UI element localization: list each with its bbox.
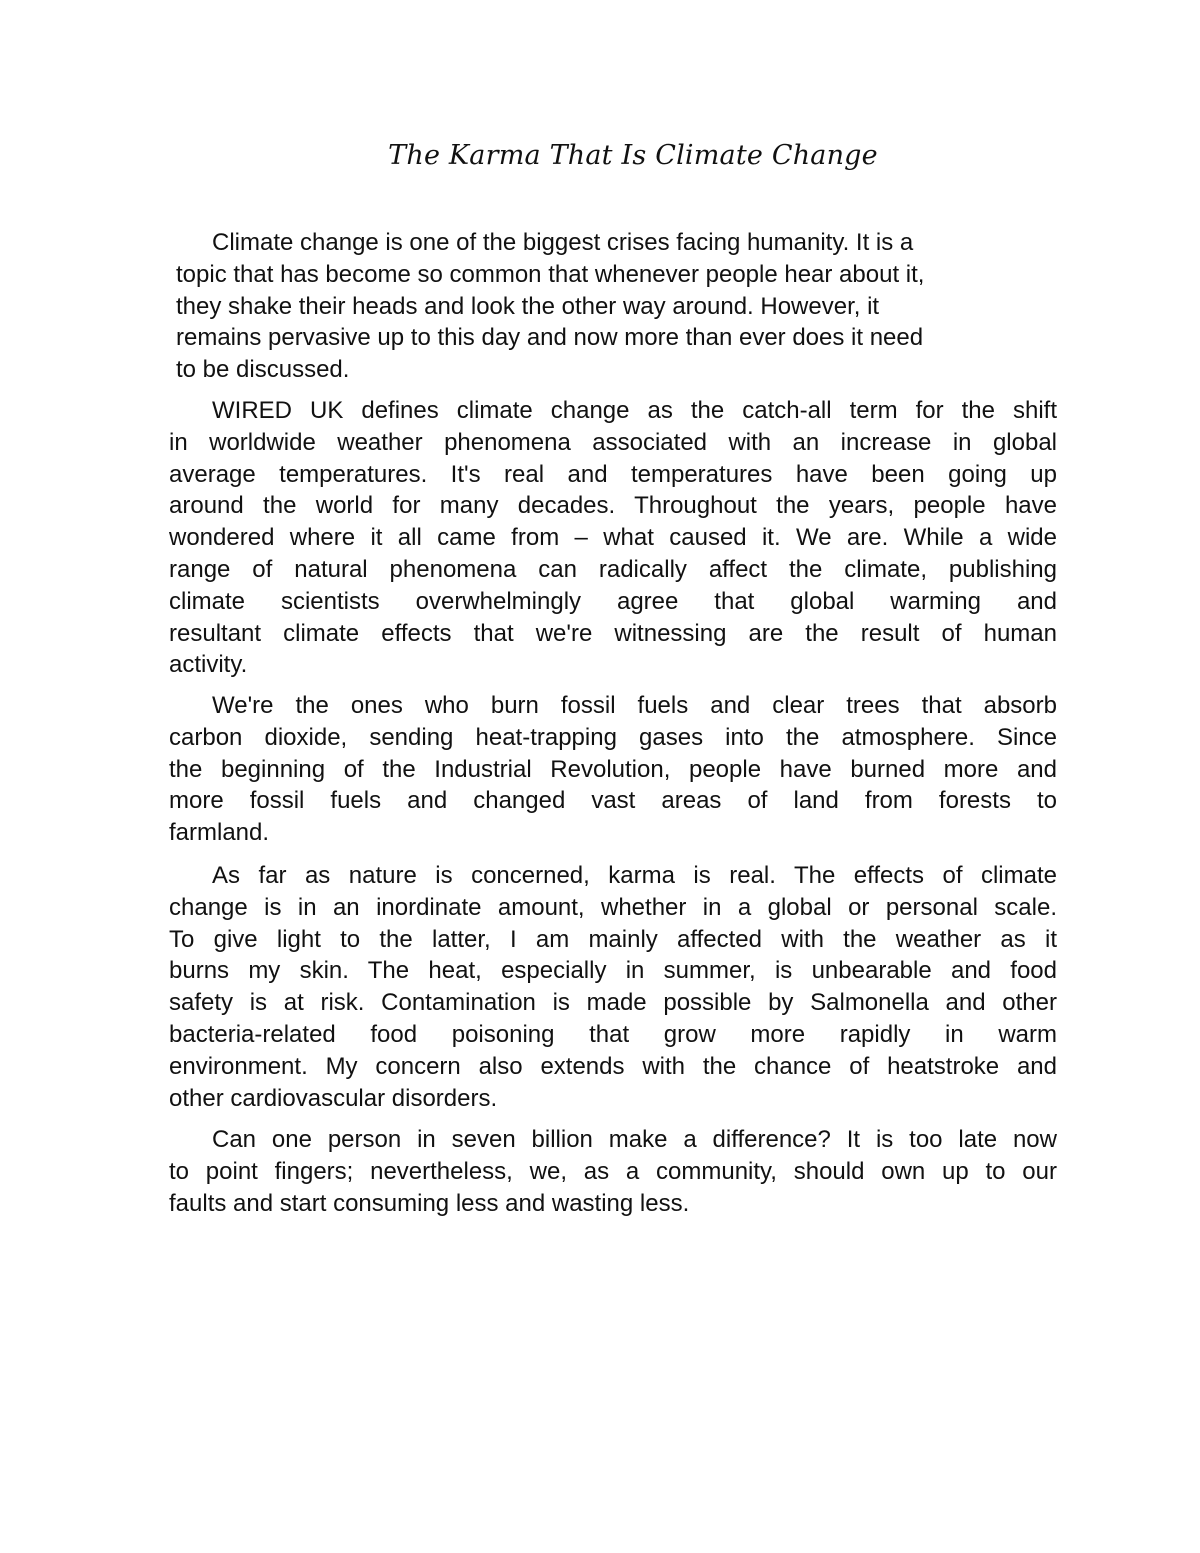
paragraph-line: range of natural phenomena can radically affect the climate, publishing: [169, 555, 1057, 583]
paragraph-4: [169, 860, 1057, 1114]
paragraph-line: bacteria-related food poisoning that grow more rapidly in warm: [169, 1020, 1057, 1048]
paragraph-line: farmland.: [169, 819, 270, 847]
paragraph-line: climate scientists overwhelmingly agree that global warming and: [169, 587, 1057, 615]
paragraph-line: other cardiovascular disorders.: [169, 1084, 498, 1112]
paragraph-line: faults and start consuming less and wasting less.: [169, 1189, 690, 1217]
paragraph-line: average temperatures. It's real and temperatures have been going up: [169, 460, 1057, 488]
paragraph-line: the beginning of the Industrial Revolution, people have burned more and: [169, 755, 1057, 783]
paragraph-3: [169, 690, 1057, 849]
paragraph-line: to be discussed.: [176, 356, 350, 384]
paragraph-5: [169, 1124, 1057, 1219]
paragraph-line: To give light to the latter, I am mainly affected with the weather as it: [169, 925, 1057, 953]
paragraph-line: topic that has become so common that whenever people hear about it,: [176, 260, 925, 288]
paragraph-line: wondered where it all came from – what caused it. We are. While a wide: [169, 524, 1057, 552]
document-title: The Karma That Is Climate Change: [388, 140, 878, 171]
paragraph-line: remains pervasive up to this day and now more than ever does it need: [176, 324, 924, 352]
paragraph-line: carbon dioxide, sending heat-trapping gases into the atmosphere. Since: [169, 723, 1057, 751]
paragraph-line: safety is at risk. Contamination is made possible by Salmonella and other: [169, 989, 1057, 1017]
paragraph-line: We're the ones who burn fossil fuels and clear trees that absorb: [212, 692, 1057, 719]
paragraph-line: change is in an inordinate amount, whether in a global or personal scale.: [169, 893, 1057, 921]
paragraph-line: burns my skin. The heat, especially in summer, is unbearable and food: [169, 957, 1057, 985]
paragraph-1: [176, 227, 1036, 386]
paragraph-line: resultant climate effects that we're witnessing are the result of human: [169, 619, 1057, 647]
paragraph-line: Can one person in seven billion make a difference? It is too late now: [212, 1126, 1057, 1153]
paragraph-line: As far as nature is concerned, karma is real. The effects of climate: [212, 862, 1057, 889]
paragraph-2: [169, 395, 1057, 681]
paragraph-line: environment. My concern also extends with the chance of heatstroke and: [169, 1052, 1057, 1080]
paragraph-line: to point fingers; nevertheless, we, as a community, should own up to our: [169, 1157, 1057, 1185]
paragraph-line: they shake their heads and look the other way around. However, it: [176, 292, 880, 320]
paragraph-line: more fossil fuels and changed vast areas of land from forests to: [169, 787, 1057, 815]
paragraph-line: in worldwide weather phenomena associated with an increase in global: [169, 428, 1057, 456]
paragraph-line: Climate change is one of the biggest crises facing humanity. It is a: [212, 229, 914, 256]
paragraph-line: activity.: [169, 651, 248, 679]
paragraph-line: WIRED UK defines climate change as the catch-all term for the shift: [212, 397, 1057, 424]
paragraph-line: around the world for many decades. Throughout the years, people have: [169, 492, 1057, 520]
